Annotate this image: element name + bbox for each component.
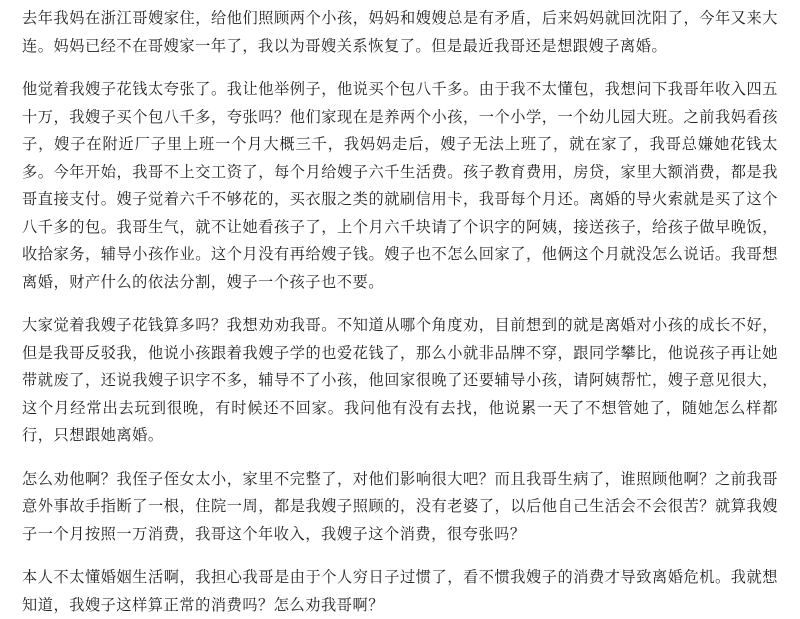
paragraph-2: 他觉着我嫂子花钱太夸张了。我让他举例子，他说买个包八千多。由于我不太懂包，我想问下我哥年收入四五十万，我嫂子买个包八千多，夸张吗？他们家现在是养两个小孩，一个小学，一个幼儿园大班。之前我妈看孩子，嫂子在附近厂子里上班一个月大概三千，我妈妈走后，嫂子无法上班了，就在家了，我哥总嫌她花钱太多。今年开始，我哥不上交工资了，每个月给嫂子六千生活费。孩子教育费用，房贷，家里大额消费，都是我哥直接支付。嫂子觉着六千不够花的，买衣服之类的就刷信用卡，我哥每个月还。离婚的导火索就是买了这个八千多的包。我哥生气，就不让她看孩子了，上个月六千块请了个识字的阿姨，接送孩子，给孩子做早晚饭，收拾家务，辅导小孩作业。这个月没有再给嫂子钱。嫂子也不怎么回家了，他俩这个月就没怎么说话。我哥想离婚，财产什么的依法分割，嫂子一个孩子也不要。 [22,80,778,291]
paragraph-5: 本人不太懂婚姻生活啊，我担心我哥是由于个人穷日子过惯了，看不惯我嫂子的消费才导致离婚危机。我就想知道，我嫂子这样算正常的消费吗？怎么劝我哥啊？ [22,568,778,614]
paragraph-3: 大家觉着我嫂子花钱算多吗？我想劝劝我哥。不知道从哪个角度劝，目前想到的就是离婚对小孩的成长不好，但是我哥反驳我，他说小孩跟着我嫂子学的也爱花钱了，那么小就非品牌不穿，跟同学攀比，他说孩子再让她带就废了，还说我嫂子识字不多，辅导不了小孩，他回家很晚了还要辅导小孩，请阿姨帮忙，嫂子意见很大，这个月经常出去玩到很晚，有时候还不回家。我问他有没有去找，他说累一天了不想管她了，随她怎么样都行，只想跟她离婚。 [22,316,778,444]
paragraph-4: 怎么劝他啊？我侄子侄女太小，家里不完整了，对他们影响很大吧？而且我哥生病了，谁照顾他啊？之前我哥意外事故手指断了一根，住院一周，都是我嫂子照顾的，没有老婆了，以后他自己生活会不会很苦？就算我嫂子一个月按照一万消费，我哥这个年收入，我嫂子这个消费，很夸张吗？ [22,469,778,543]
paragraph-1: 去年我妈在浙江哥嫂家住，给他们照顾两个小孩，妈妈和嫂嫂总是有矛盾，后来妈妈就回沈阳了，今年又来大连。妈妈已经不在哥嫂家一年了，我以为哥嫂关系恢复了。但是最近我哥还是想跟嫂子离婚。 [22,9,778,55]
